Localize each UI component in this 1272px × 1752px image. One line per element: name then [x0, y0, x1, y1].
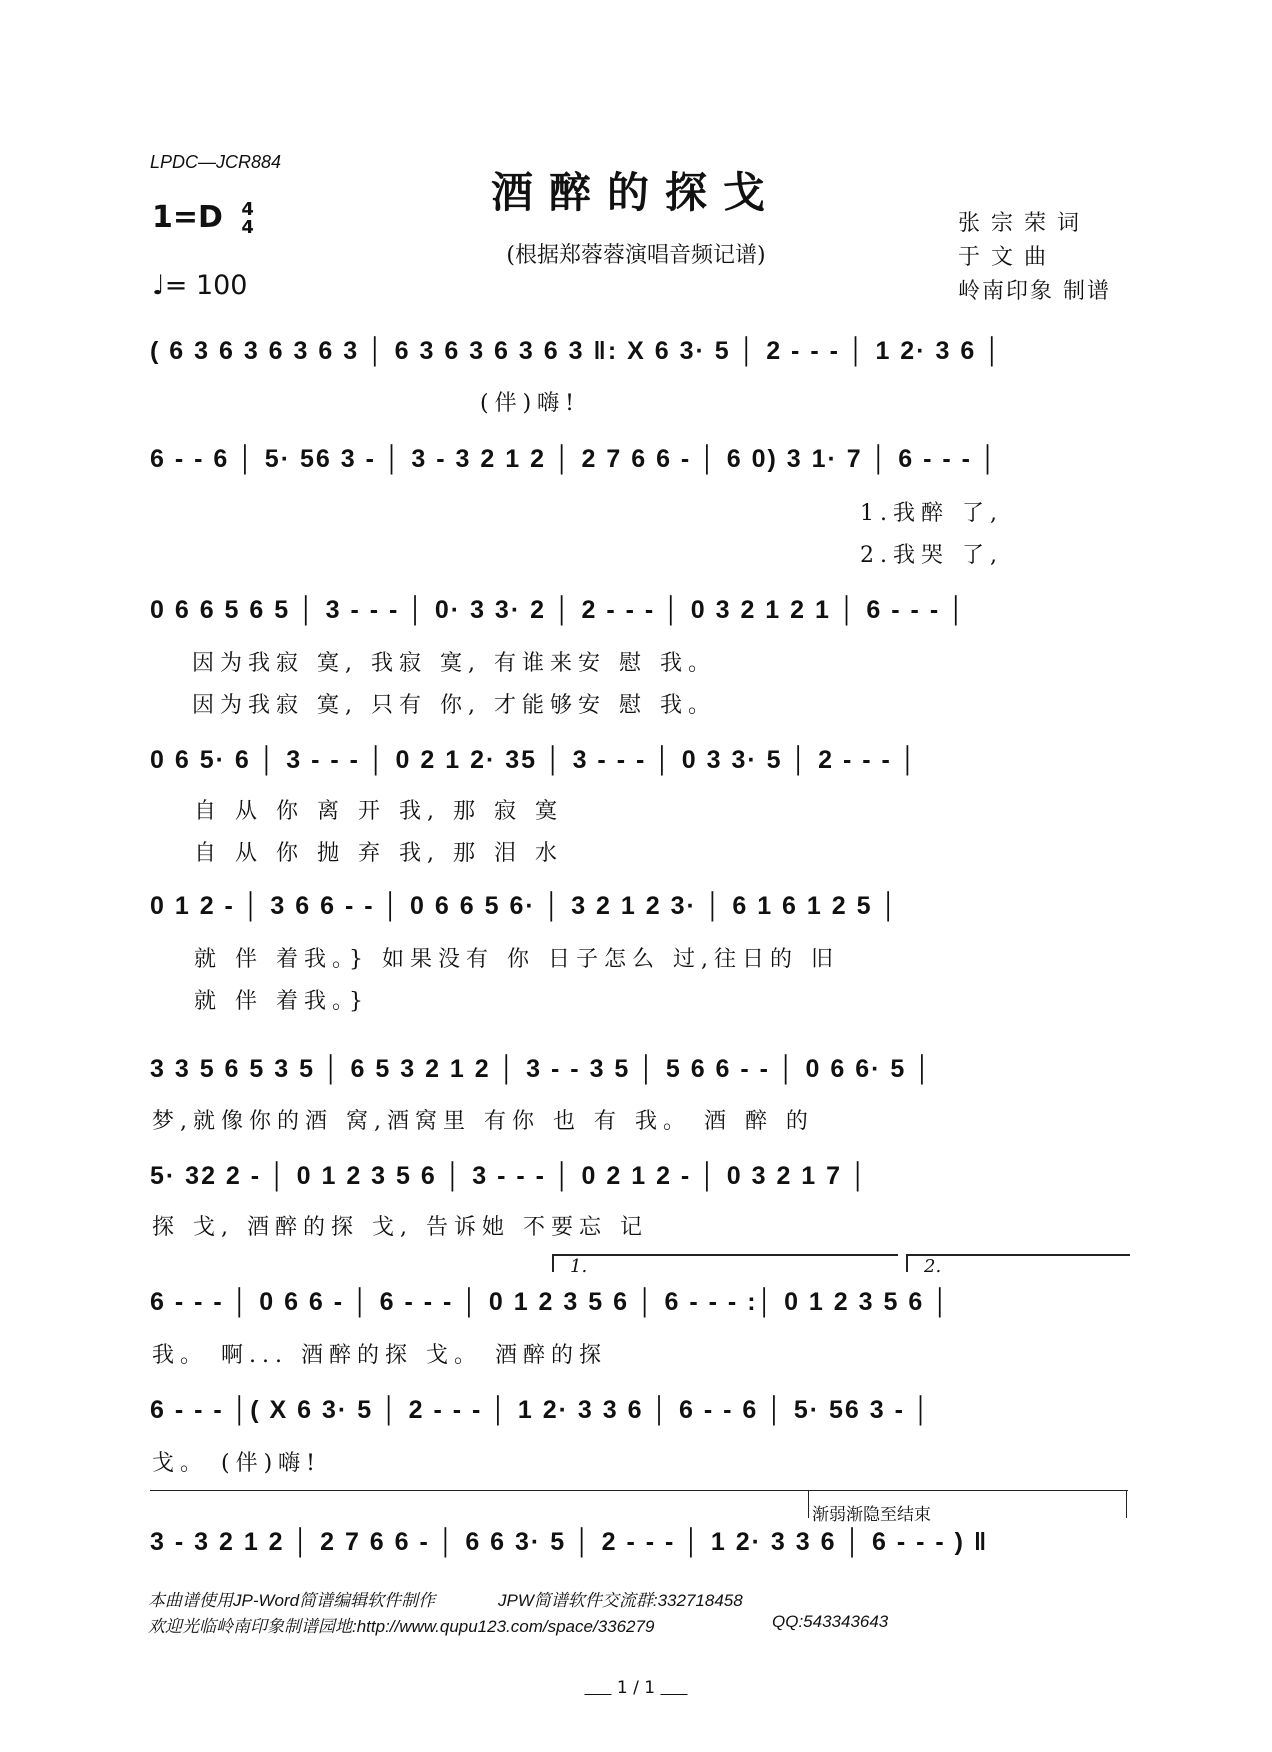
footer-group: JPW简谱软件交流群:332718458 — [498, 1591, 743, 1610]
key-signature — [152, 200, 254, 237]
fade-bracket-right — [1126, 1490, 1127, 1518]
lyric-row-5b: 就 伴 着我。} — [194, 989, 369, 1014]
song-title: 酒醉的探戈 — [490, 168, 781, 217]
volta-1-left-edge — [552, 1254, 554, 1272]
volta-2-left-edge — [906, 1254, 908, 1272]
lyric-row-1a: (伴)嗨! — [480, 391, 581, 416]
volta-1-bracket — [552, 1254, 898, 1256]
lyric-row-2b: 2.我哭 了, — [860, 543, 1003, 568]
lyricist-credit: 张 宗 荣 词 — [958, 211, 1081, 236]
transcriber-credit: 岭南印象 制谱 — [958, 279, 1111, 304]
lyric-row-8a: 我。 啊... 酒醉的探 戈。 酒醉的探 — [152, 1343, 607, 1368]
notation-row-8: 6 - - - │ 0 6 6 - │ 6 - - - │ 0 1 2 3 5 6 │ 6 - - - :│ 0 1 2 3 5 6 │ — [150, 1288, 951, 1316]
lyric-row-9a: 戈。 (伴)嗨! — [152, 1451, 322, 1476]
lyric-row-4b: 自 从 你 抛 弃 我, 那 泪 水 — [194, 841, 563, 866]
score-code: LPDC—JCR884 — [150, 152, 282, 172]
notation-row-7: 5· 32 2 - │ 0 1 2 3 5 6 │ 3 - - - │ 0 2 1 2 - │ 0 3 2 1 7 │ — [150, 1162, 869, 1190]
lyric-row-4a: 自 从 你 离 开 我, 那 寂 寞 — [194, 799, 563, 824]
footer-software: 本曲谱使用JP-Word简谱编辑软件制作 — [148, 1591, 436, 1610]
notation-row-6: 3 3 5 6 5 3 5 │ 6 5 3 2 1 2 │ 3 - - 3 5 │ 5 6 6 - - │ 0 6 6· 5 │ — [150, 1055, 933, 1083]
key-label: 1=D — [152, 200, 223, 235]
lyric-row-6a: 梦,就像你的酒 窝,酒窝里 有你 也 有 我。 酒 醉 的 — [152, 1109, 814, 1134]
fade-bracket-left — [808, 1490, 809, 1518]
fade-line — [150, 1490, 1128, 1491]
time-top: 4 — [241, 198, 254, 220]
lyric-row-2a: 1.我醉 了, — [860, 501, 1003, 526]
footer-website: 欢迎光临岭南印象制谱园地:http://www.qupu123.com/space/336279 — [148, 1617, 655, 1636]
lyric-row-7a: 探 戈, 酒醉的探 戈, 告诉她 不要忘 记 — [152, 1215, 648, 1240]
notation-row-2: 6 - - 6 │ 5· 56 3 - │ 3 - 3 2 1 2 │ 2 7 6 6 - │ 6 0) 3 1· 7 │ 6 - - - │ — [150, 445, 999, 473]
notation-row-1: ( 6 3 6 3 6 3 6 3 │ 6 3 6 3 6 3 6 3 ‖: X 6 3· 5 │ 2 - - - │ 1 2· 3 6 │ — [150, 337, 1003, 365]
time-bottom: 4 — [241, 216, 254, 238]
notation-row-5: 0 1 2 - │ 3 6 6 - - │ 0 6 6 5 6· │ 3 2 1 2 3· │ 6 1 6 1 2 5 │ — [150, 892, 900, 920]
song-subtitle: (根据郑蓉蓉演唱音频记谱) — [506, 243, 766, 268]
volta-2-label: 2. — [924, 1256, 942, 1277]
fade-out-mark: 渐弱渐隐至结束 — [812, 1505, 931, 1524]
notation-row-4: 0 6 5· 6 │ 3 - - - │ 0 2 1 2· 35 │ 3 - - - │ 0 3 3· 5 │ 2 - - - │ — [150, 746, 919, 774]
lyric-row-3a: 因为我寂 寞, 我寂 寞, 有谁来安 慰 我。 — [192, 651, 716, 676]
notation-row-3: 0 6 6 5 6 5 │ 3 - - - │ 0· 3 3· 2 │ 2 - - - │ 0 3 2 1 2 1 │ 6 - - - │ — [150, 596, 967, 624]
footer-qq: QQ:543343643 — [772, 1612, 889, 1631]
volta-1-label: 1. — [570, 1256, 588, 1277]
page-number-text: 1 / 1 — [616, 1678, 656, 1698]
time-signature — [241, 198, 254, 238]
lyric-row-3b: 因为我寂 寞, 只有 你, 才能够安 慰 我。 — [192, 693, 716, 718]
lyric-row-5a: 就 伴 着我。} 如果没有 你 日子怎么 过,往日的 旧 — [194, 947, 839, 972]
notation-row-10: 3 - 3 2 1 2 │ 2 7 6 6 - │ 6 6 3· 5 │ 2 - - - │ 1 2· 3 3 6 │ 6 - - - ) ‖ — [150, 1528, 989, 1556]
page-number — [0, 1678, 1272, 1698]
composer-credit: 于 文 曲 — [958, 245, 1048, 270]
notation-row-9: 6 - - - │( X 6 3· 5 │ 2 - - - │ 1 2· 3 3 6 │ 6 - - 6 │ 5· 56 3 - │ — [150, 1396, 932, 1424]
tempo-mark: ♩= 100 — [152, 270, 248, 301]
